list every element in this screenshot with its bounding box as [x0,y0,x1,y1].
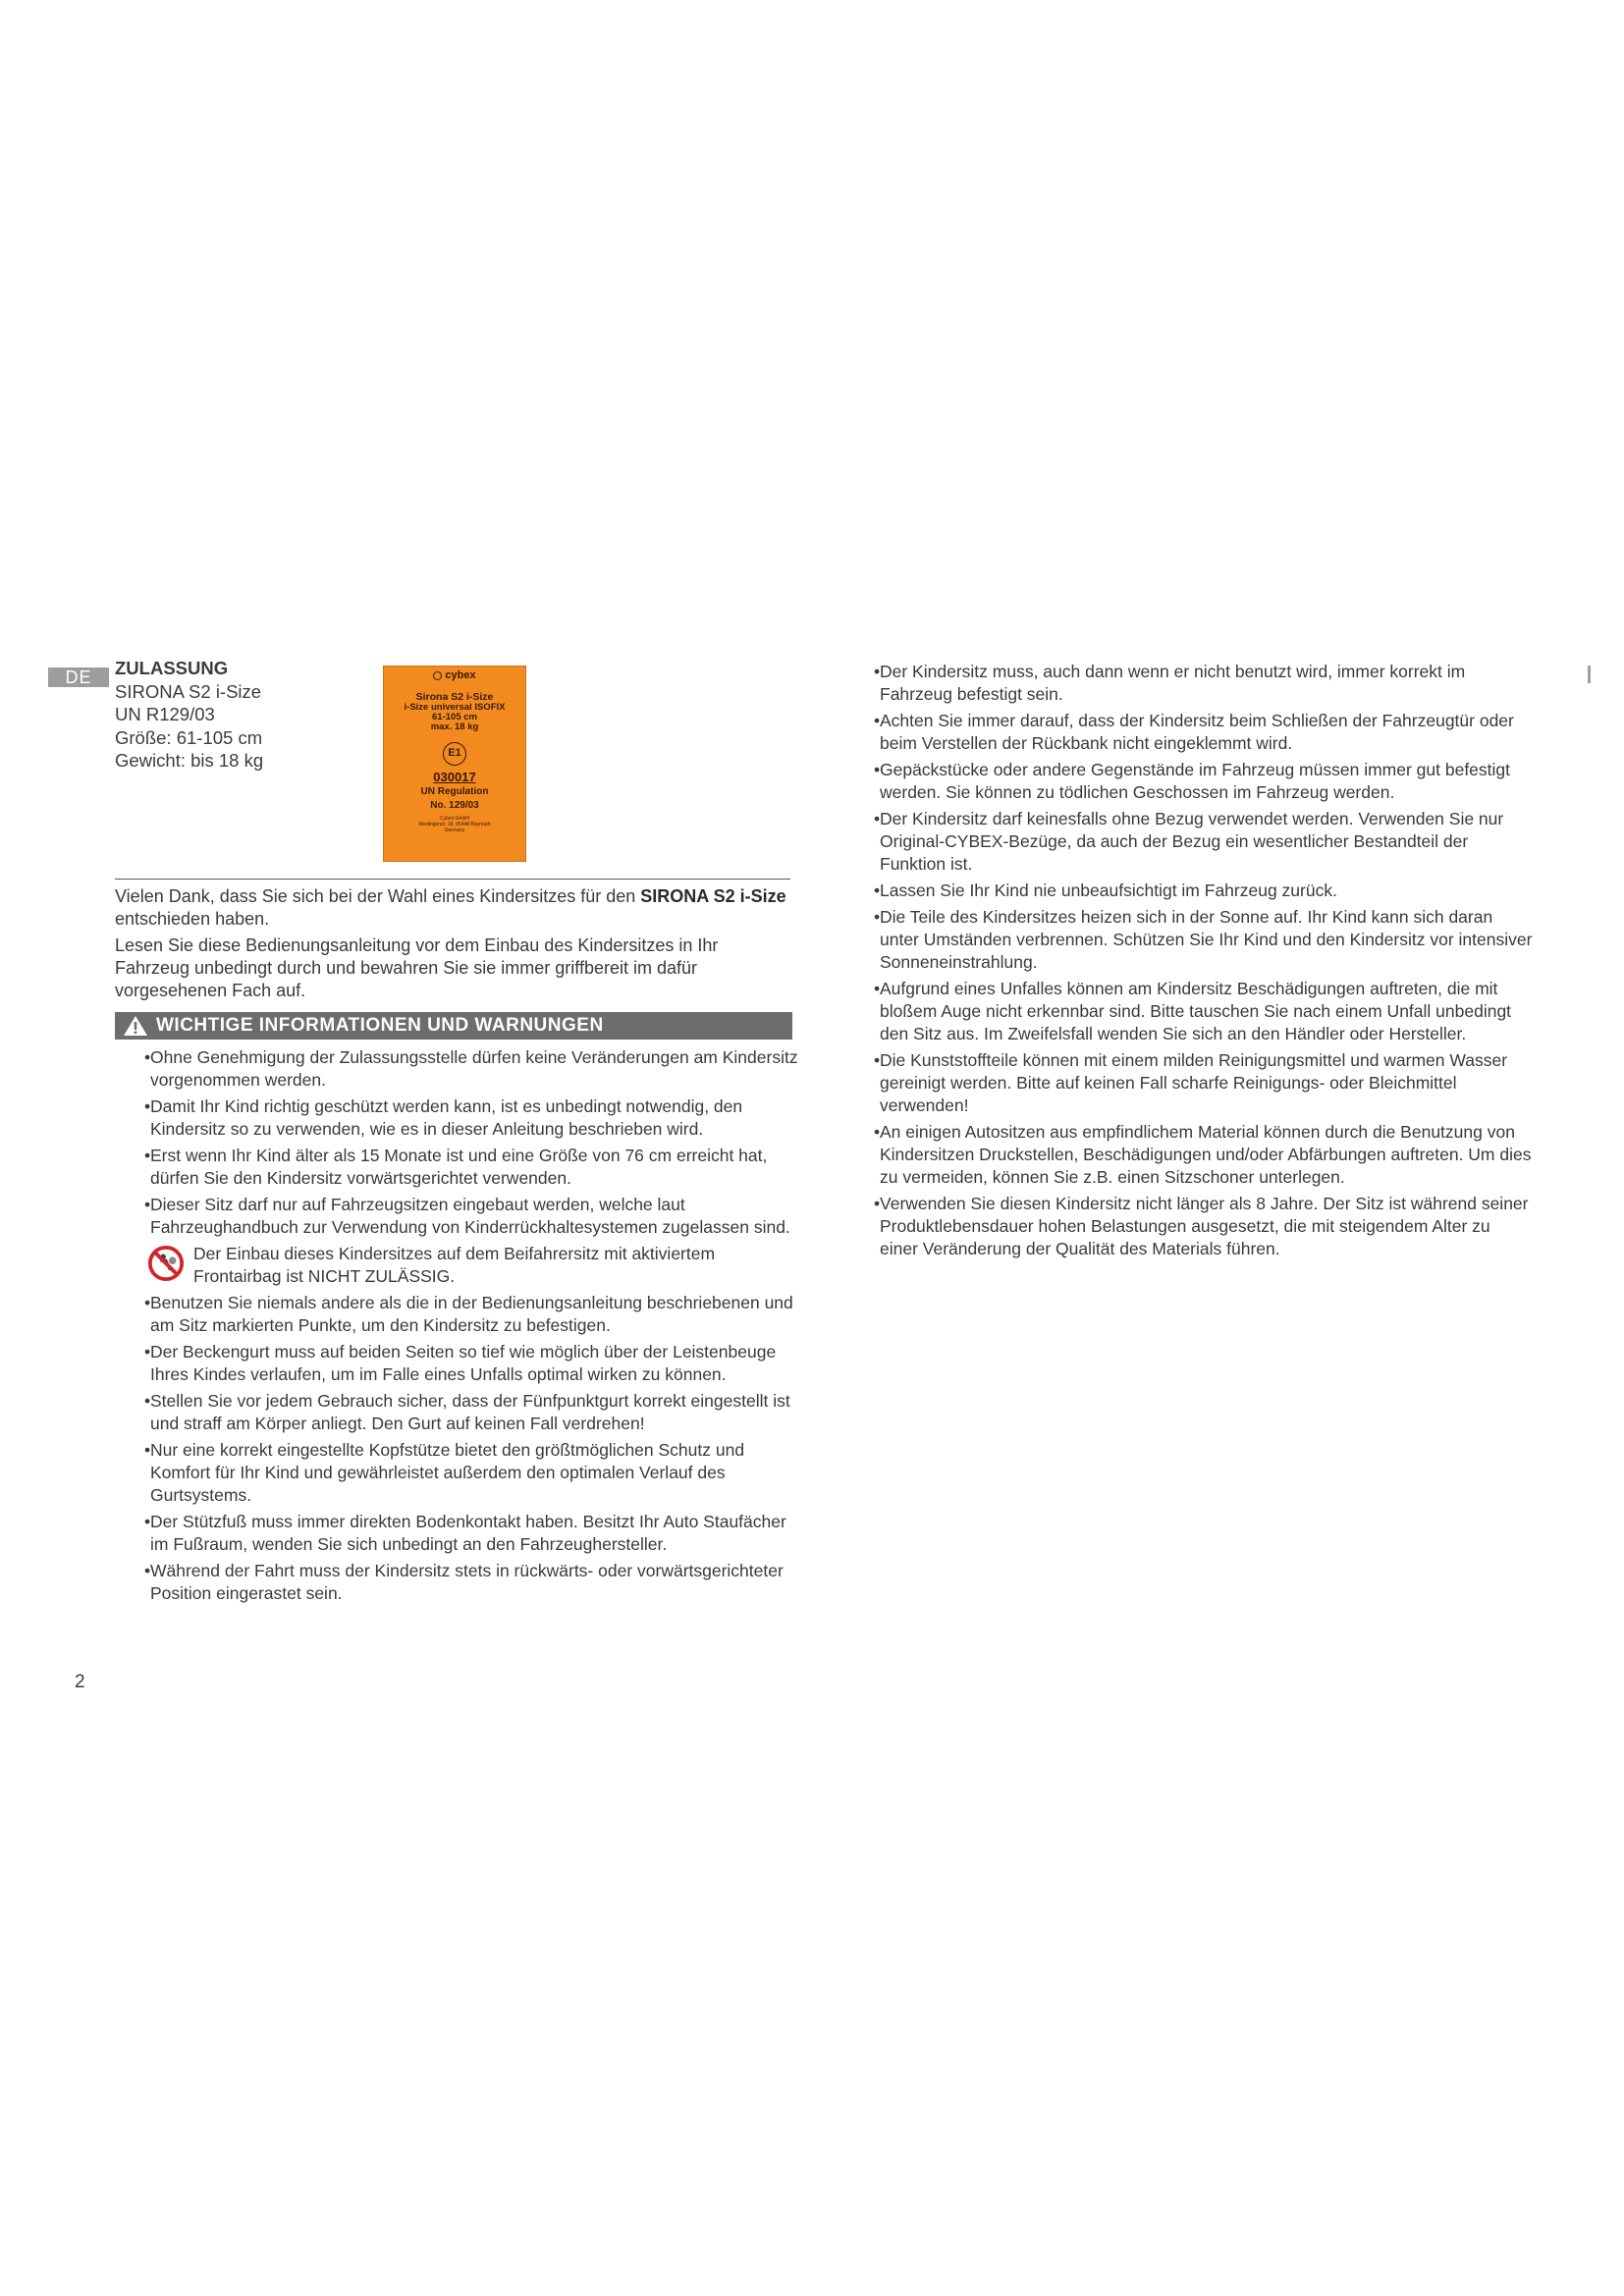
approval-line: SIRONA S2 i-Size [115,680,262,702]
label-regulation-no: No. 129/03 [430,800,479,811]
approval-line: Größe: 61-105 cm [115,726,263,748]
label-type: i-Size universal ISOFIX [404,702,506,713]
label-fine-line: Germany [444,828,465,833]
list-item: • Aufgrund eines Unfalles können am Kindersitz Beschädigungen auftreten, die mit bloßem Auge nicht erkennbar sind. Bitte tauschen Sie nach einem Unfall unbedingt den Sitz aus. Im Zweifelsfall wenden Sie sich an den Händler oder Hersteller. [874,979,1512,1043]
list-item: • Erst wenn Ihr Kind älter als 15 Monate ist und eine Größe von 76 cm erreicht hat, dürfen Sie den Kindersitz vorwärtsgerichtet verwenden. [144,1146,768,1188]
divider [115,879,790,880]
e-mark-icon: E1 [443,742,466,766]
list-item: • An einigen Autositzen aus empfindlichem Material können durch die Benutzung von Kindersitzen Druckstellen, Beschädigungen und/oder Abfärbungen auftreten. Um dies zu vermeiden, können Sie z.B. einen Sitzschoner unterlegen. [874,1122,1532,1187]
warning-heading-bar [115,1012,792,1040]
label-model: Sirona S2 i-Size [415,691,494,703]
language-tag: DE [48,667,109,687]
cybex-logo-icon [433,671,442,680]
label-fine-line: Riedingerstr. 18, 95448 Bayreuth [418,822,491,828]
approval-line: Gewicht: bis 18 kg [115,750,264,771]
list-item: • Dieser Sitz darf nur auf Fahrzeugsitzen eingebaut werden, welche laut Fahrzeughandbuch zur Verwendung von Kinderrückhaltesystemen zugelassen sind. [144,1195,790,1237]
label-fine-print [384,816,525,833]
label-weight: max. 18 kg [430,721,479,732]
label-size: 61-105 cm [432,712,477,722]
approval-line: UN R129/03 [115,704,215,724]
label-regulation: UN Regulation [420,786,489,797]
intro-text [115,885,792,1006]
warnings-list-right [874,661,1533,1264]
list-item: • Die Teile des Kindersitzes heizen sich in der Sonne auf. Ihr Kind kann sich daran unter Umständen verbrennen. Schützen Sie Ihr Kind und den Kindersitz vor intensiver Sonneneinstrahlung. [874,907,1533,972]
warning-triangle-icon [123,1015,148,1037]
no-airbag-icon [147,1245,185,1282]
label-fine-line: Cybex GmbH [439,816,469,822]
warnings-list-left [144,1046,798,1609]
approval-label-image [383,666,526,862]
list-item: • Der Kindersitz muss, auch dann wenn er nicht benutzt wird, immer korrekt im Fahrzeug befestigt sein. [874,662,1466,704]
approval-heading: ZULASSUNG [115,658,229,678]
page-number: 2 [75,1672,85,1692]
list-item: • Achten Sie immer darauf, dass der Kindersitz beim Schließen der Fahrzeugtür oder beim Verstellen der Rückbank nicht eingeklemmt wird. [874,711,1514,753]
margin-mark [1588,666,1591,683]
list-item-airbag-warning: Der Einbau dieses Kindersitzes auf dem Beifahrersitz mit aktiviertem Frontairbag ist NICHT ZULÄSSIG. [150,1243,798,1288]
list-item: • Der Beckengurt muss auf beiden Seiten so tief wie möglich über der Leistenbeuge Ihres Kindes verlaufen, um im Falle eines Unfalls optimal wirken zu können. [144,1342,777,1384]
list-item: • Gepäckstücke oder andere Gegenstände im Fahrzeug müssen immer gut befestigt werden. Sie können zu tödlichen Geschossen im Fahrzeug werden. [874,760,1511,802]
list-item: • Nur eine korrekt eingestellte Kopfstütze bietet den größtmöglichen Schutz und Komfort für Ihr Kind und gewährleistet außerdem den optimalen Verlauf des Gurtsystems. [144,1440,745,1505]
label-approval-number: 030017 [433,770,476,784]
list-item: • Die Kunststoffteile können mit einem milden Reinigungsmittel und warmen Wasser gereinigt werden. Bitte auf keinen Fall scharfe Reinigungs- oder Bleichmittel verwenden! [874,1050,1508,1115]
intro-paragraph-1: Vielen Dank, dass Sie sich bei der Wahl eines Kindersitzes für den SIRONA S2 i-Size entschieden haben. [115,886,786,929]
list-item: • Lassen Sie Ihr Kind nie unbeaufsichtigt im Fahrzeug zurück. [874,881,1337,900]
intro-paragraph-2: Lesen Sie diese Bedienungsanleitung vor dem Einbau des Kindersitzes in Ihr Fahrzeug unbedingt durch und bewahren Sie sie immer griffbereit im dafür vorgesehenen Fach auf. [115,935,719,1000]
list-item: • Verwenden Sie diesen Kindersitz nicht länger als 8 Jahre. Der Sitz ist während seiner Produktlebensdauer hohen Belastungen ausgesetzt, die mit steigendem Alter zu einer Veränderung der Qualität des Materials führen. [874,1194,1529,1258]
warning-heading: WICHTIGE INFORMATIONEN UND WARNUNGEN [156,1015,604,1036]
list-item: • Ohne Genehmigung der Zulassungsstelle dürfen keine Veränderungen am Kindersitz vorgenommen werden. [144,1047,798,1090]
approval-block [115,657,263,773]
label-brand-text: cybex [445,669,476,681]
list-item: • Der Kindersitz darf keinesfalls ohne Bezug verwendet werden. Verwenden Sie nur Original-CYBEX-Bezüge, da auch der Bezug ein wesentlicher Bestandteil der Funktion ist. [874,809,1504,874]
list-item: • Während der Fahrt muss der Kindersitz stets in rückwärts- oder vorwärtsgerichteter Position eingerastet sein. [144,1561,784,1603]
list-item: • Benutzen Sie niemals andere als die in der Bedienungsanleitung beschriebenen und am Sitz markierten Punkte, um den Kindersitz zu befestigen. [144,1293,793,1335]
list-item: • Stellen Sie vor jedem Gebrauch sicher, dass der Fünfpunktgurt korrekt eingestellt ist und straff am Körper anliegt. Den Gurt auf keinen Fall verdrehen! [144,1391,790,1433]
list-item: • Der Stützfuß muss immer direkten Bodenkontakt haben. Besitzt Ihr Auto Staufächer im Fußraum, wenden Sie sich unbedingt an den Fahrzeughersteller. [144,1512,786,1554]
label-brand [384,669,525,681]
list-item: • Damit Ihr Kind richtig geschützt werden kann, ist es unbedingt notwendig, den Kindersitz so zu verwenden, wie es in dieser Anleitung beschrieben wird. [144,1096,743,1139]
